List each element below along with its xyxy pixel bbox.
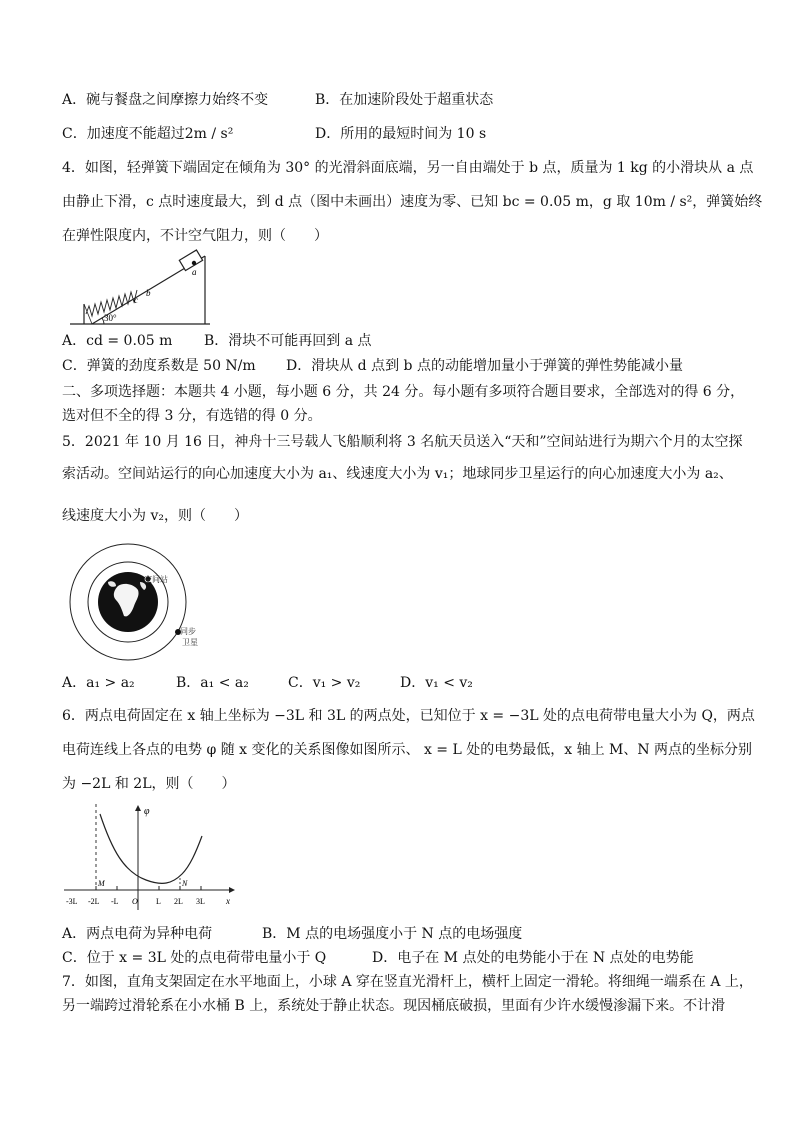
q5-stem-line3: 线速度大小为 v₂，则（ ） (62, 508, 248, 524)
q4-option-d: D．滑块从 d 点到 b 点的动能增加量小于弹簧的弹性势能减小量 (286, 358, 683, 374)
q5-stem-line2: 索活动。空间站运行的向心加速度大小为 a₁、线速度大小为 v₁；地球同步卫星运行的向心加速度大小为 a₂、 (62, 466, 733, 482)
section2-instructions-line1: 二、多项选择题：本题共 4 小题，每小题 6 分，共 24 分。每小题有多项符合题目要求，全部选对的得 6 分， (62, 384, 745, 400)
q6-option-a: A．两点电荷为异种电荷 (62, 926, 213, 942)
q3-option-c: C．加速度不能超过2m / s² (62, 126, 234, 142)
q4-option-b: B．滑块不可能再回到 a 点 (204, 333, 372, 349)
q4-point-a-dot (192, 261, 196, 265)
q3-option-d: D．所用的最短时间为 10 s (315, 126, 487, 142)
q6-tick-origin: O (132, 897, 138, 906)
q6-potential-graph (62, 800, 242, 914)
q4-angle-label: 30° (104, 313, 117, 323)
q5-orbit-figure (62, 542, 222, 664)
q6-stem-line3: 为 −2L 和 2L，则（ ） (62, 776, 236, 792)
q4-stem-line3: 在弹性限度内，不计空气阻力，则（ ） (62, 228, 328, 244)
q5-option-d: D．v₁ < v₂ (400, 675, 473, 691)
q4-label-b: b (146, 288, 151, 298)
q5-option-c: C．v₁ > v₂ (288, 675, 361, 691)
q4-stem-line1: 4．如图，轻弹簧下端固定在倾角为 30° 的光滑斜面底端，另一自由端处于 b 点，质量为 1 kg 的小滑块从 a 点 (62, 160, 754, 176)
q6-y-label: φ (144, 806, 150, 817)
q6-x-label: x (226, 896, 230, 906)
q6-stem-line2: 电荷连线上各点的电势 φ 随 x 变化的关系图像如图所示、 x = L 处的电势最低，x 轴上 M、N 两点的坐标分别 (62, 742, 753, 758)
q6-tick-neg2L: -2L (88, 897, 100, 906)
q6-tick-3L: 3L (196, 897, 205, 906)
q6-tick-neg3L: -3L (66, 897, 78, 906)
q6-option-b: B．M 点的电场强度小于 N 点的电场强度 (262, 926, 523, 942)
q5-satellite-label-2: 卫星 (182, 638, 198, 647)
q5-stem-line1: 5．2021 年 10 月 16 日，神舟十三号载人飞船顺利将 3 名航天员送入“天和”空间站进行为期六个月的太空探 (62, 434, 743, 450)
q5-satellite-label-1: 同步 (180, 627, 196, 636)
q7-stem-line2: 另一端跨过滑轮系在小水桶 B 上，系统处于静止状态。现因桶底破损，里面有少许水缓慢渗漏下来。不计滑 (62, 998, 726, 1014)
q4-option-a: A．cd = 0.05 m (62, 333, 173, 349)
q5-option-b: B．a₁ < a₂ (176, 675, 249, 691)
q6-potential-curve (100, 814, 202, 883)
q6-option-c: C．位于 x = 3L 处的点电荷带电量小于 Q (62, 950, 327, 966)
q5-station-label: 空间站 (144, 575, 168, 584)
q6-tick-negL: -L (111, 897, 119, 906)
q4-option-c: C．弹簧的劲度系数是 50 N/m (62, 358, 256, 374)
q6-option-d: D．电子在 M 点处的电势能小于在 N 点处的电势能 (372, 950, 694, 966)
q7-stem-line1: 7．如图，直角支架固定在水平地面上，小球 A 穿在竖直光滑杆上，横杆上固定一滑轮。将细绳一端系在 A 上， (62, 974, 753, 990)
q6-tick-L: L (156, 897, 161, 906)
section2-instructions-line2: 选对但不全的得 3 分，有选错的得 0 分。 (62, 408, 322, 424)
q4-block (179, 250, 202, 271)
q3-option-a: A．碗与餐盘之间摩擦力始终不变 (62, 92, 269, 108)
q5-option-a: A．a₁ > a₂ (62, 675, 135, 691)
q6-label-N: N (182, 879, 188, 888)
q4-label-a: a (192, 267, 197, 277)
q6-label-M: M (98, 879, 105, 888)
q6-tick-2L: 2L (174, 897, 183, 906)
q6-stem-line1: 6．两点电荷固定在 x 轴上坐标为 −3L 和 3L 的两点处，已知位于 x = −3L 处的点电荷带电量大小为 Q，两点 (62, 708, 755, 724)
q3-option-b: B．在加速阶段处于超重状态 (315, 92, 494, 108)
q4-label-c: c (134, 295, 138, 305)
q4-incline-figure (70, 248, 220, 326)
q4-stem-line2: 由静止下滑，c 点时速度最大，到 d 点（图中未画出）速度为零、已知 bc = 0.05 m，g 取 10m / s²，弹簧始终 (62, 194, 763, 210)
